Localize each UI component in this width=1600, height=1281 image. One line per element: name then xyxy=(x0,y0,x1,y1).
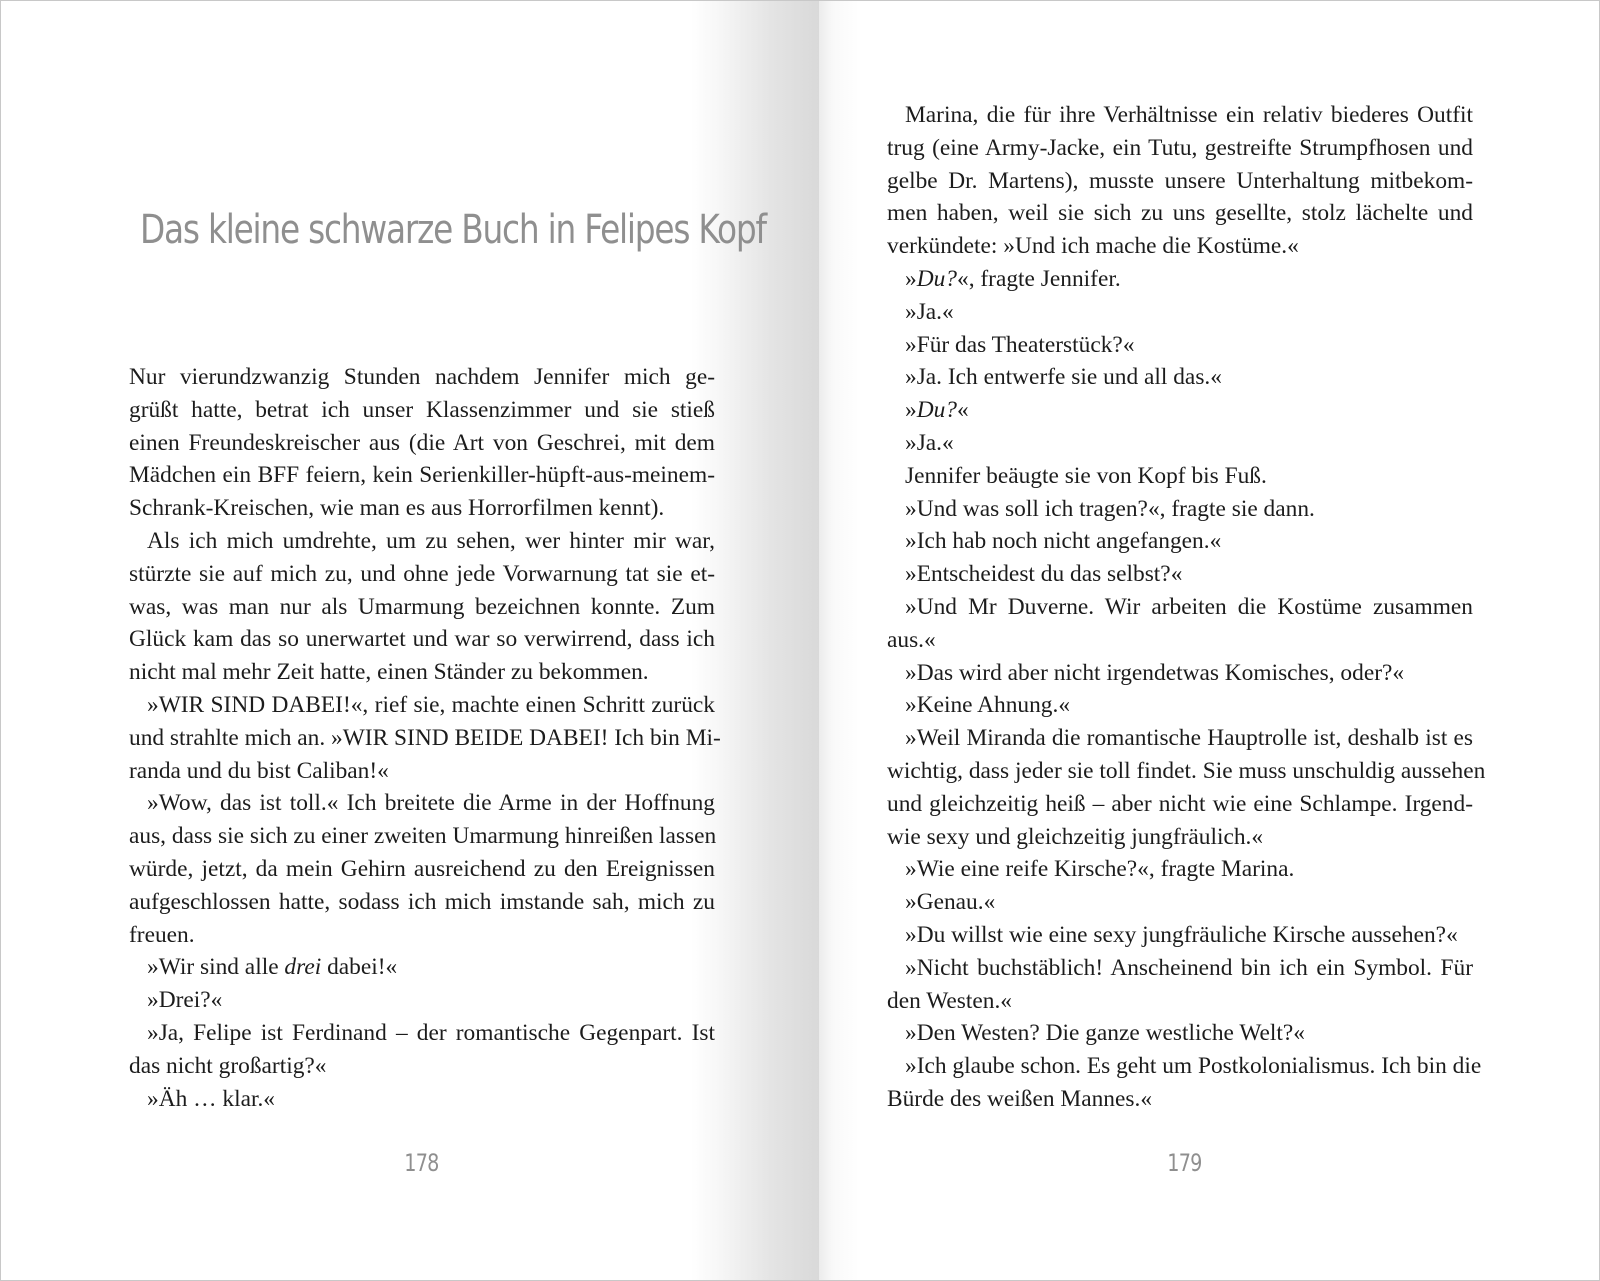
text-line: »Ich glaube schon. Es geht um Postkolonialismus. Ich bin die xyxy=(905,1053,1482,1080)
text-line: den Westen.« xyxy=(887,987,1013,1014)
text-line: »Ja.« xyxy=(905,298,954,325)
text-line: aufgeschlossen hatte, sodass ich mich imstande sah, mich zu xyxy=(129,888,715,915)
text-line: »Ja, Felipe ist Ferdinand – der romantische Gegenpart. Ist xyxy=(147,1019,715,1046)
text-line: »Und was soll ich tragen?«, fragte sie dann. xyxy=(905,495,1315,522)
emphasis: Du? xyxy=(916,397,957,424)
text-line: nicht mal mehr Zeit hatte, einen Ständer zu bekommen. xyxy=(129,659,649,686)
text-line: grüßt hatte, betrat ich unser Klassenzimmer und sie stieß xyxy=(129,396,715,423)
text-line: Marina, die für ihre Verhältnisse ein relativ biederes Outfit xyxy=(905,102,1473,128)
page-number-right: 179 xyxy=(1167,1149,1202,1177)
emphasis: drei xyxy=(284,954,322,981)
text-line: Glück kam das so unerwartet und war so verwirrend, dass ich xyxy=(129,626,715,653)
text-line: »Ja.« xyxy=(905,429,954,456)
text-line: »Das wird aber nicht irgendetwas Komisches, oder?« xyxy=(905,659,1405,686)
emphasis: Du? xyxy=(916,265,957,292)
text-line: »Keine Ahnung.« xyxy=(905,692,1071,719)
text-line: aus.« xyxy=(887,626,936,653)
text-line: »Du willst wie eine sexy jungfräuliche Kirsche aussehen?« xyxy=(905,921,1458,948)
text-line: Mädchen ein BFF feiern, kein Serienkiller-hüpft-aus-meinem- xyxy=(129,462,715,489)
text-line: »Wow, das ist toll.« Ich breitete die Arme in der Hoffnung xyxy=(147,790,715,817)
text-line: verkündete: »Und ich mache die Kostüme.« xyxy=(887,233,1299,260)
text-line: stürzte sie auf mich zu, und ohne jede Vorwarnung tat sie et- xyxy=(129,560,715,587)
text-line: »Entscheidest du das selbst?« xyxy=(905,561,1183,588)
page-number-left: 178 xyxy=(404,1149,439,1177)
text-line: und gleichzeitig heiß – aber nicht wie eine Schlampe. Irgend- xyxy=(887,790,1473,817)
text-line: Als ich mich umdrehte, um zu sehen, wer hinter mir war, xyxy=(147,527,715,554)
left-page xyxy=(1,1,819,1280)
text-line: das nicht großartig?« xyxy=(129,1052,327,1079)
text-line: »Äh … klar.« xyxy=(147,1085,275,1112)
text-line: aus, dass sie sich zu einer zweiten Umarmung hinreißen lassen xyxy=(129,823,717,850)
text-line: würde, jetzt, da mein Gehirn ausreichend zu den Ereignissen xyxy=(129,855,715,882)
right-page-body xyxy=(887,99,1486,1116)
text-line: »Wir sind alle drei dabei!« xyxy=(147,954,398,981)
text-line: einen Freundeskreischer aus (die Art von Geschrei, mit dem xyxy=(129,429,715,456)
text-line: »Drei?« xyxy=(147,987,223,1014)
text-line: Jennifer beäugte sie von Kopf bis Fuß. xyxy=(905,462,1267,489)
text-line: »Für das Theaterstück?« xyxy=(905,331,1135,358)
text-line: »Du?« xyxy=(905,397,969,424)
text-line: randa und du bist Caliban!« xyxy=(129,757,389,784)
text-line: freuen. xyxy=(129,921,195,948)
left-page-body xyxy=(129,361,721,1115)
text-line: »Und Mr Duverne. Wir arbeiten die Kostüme zusammen xyxy=(905,593,1473,620)
text-line: gelbe Dr. Martens), musste unsere Unterhaltung mitbekom- xyxy=(887,167,1473,194)
text-line: »Weil Miranda die romantische Hauptrolle ist, deshalb ist es xyxy=(905,725,1473,752)
text-line: »Ja. Ich entwerfe sie und all das.« xyxy=(905,364,1222,391)
text-line: men haben, weil sie sich zu uns gesellte, stolz lächelte und xyxy=(887,200,1473,227)
text-line: »Nicht buchstäblich! Anscheinend bin ich ein Symbol. Für xyxy=(905,954,1473,981)
text-line: »Du?«, fragte Jennifer. xyxy=(905,265,1121,292)
text-line: wichtig, dass jeder sie toll findet. Sie muss unschuldig aussehen xyxy=(887,757,1486,784)
text-line: und strahlte mich an. »WIR SIND BEIDE DABEI! Ich bin Mi- xyxy=(129,724,721,751)
text-line: Nur vierundzwanzig Stunden nachdem Jennifer mich ge- xyxy=(129,364,715,390)
text-line: »Genau.« xyxy=(905,889,996,916)
chapter-title: Das kleine schwarze Buch in Felipes Kopf xyxy=(140,207,766,253)
text-line: »WIR SIND DABEI!«, rief sie, machte einen Schritt zurück xyxy=(147,691,715,718)
text-line: was, was man nur als Umarmung bezeichnen konnte. Zum xyxy=(129,593,715,620)
text-line: trug (eine Army-Jacke, ein Tutu, gestreifte Strumpfhosen und xyxy=(887,134,1473,161)
text-line: »Wie eine reife Kirsche?«, fragte Marina. xyxy=(905,856,1295,883)
text-line: wie sexy und gleichzeitig jungfräulich.« xyxy=(887,823,1264,850)
text-line: »Ich hab noch nicht angefangen.« xyxy=(905,528,1222,555)
text-line: Schrank-Kreischen, wie man es aus Horrorfilmen kennt). xyxy=(129,495,665,522)
text-line: Bürde des weißen Mannes.« xyxy=(887,1085,1153,1112)
text-line: »Den Westen? Die ganze westliche Welt?« xyxy=(905,1020,1306,1047)
